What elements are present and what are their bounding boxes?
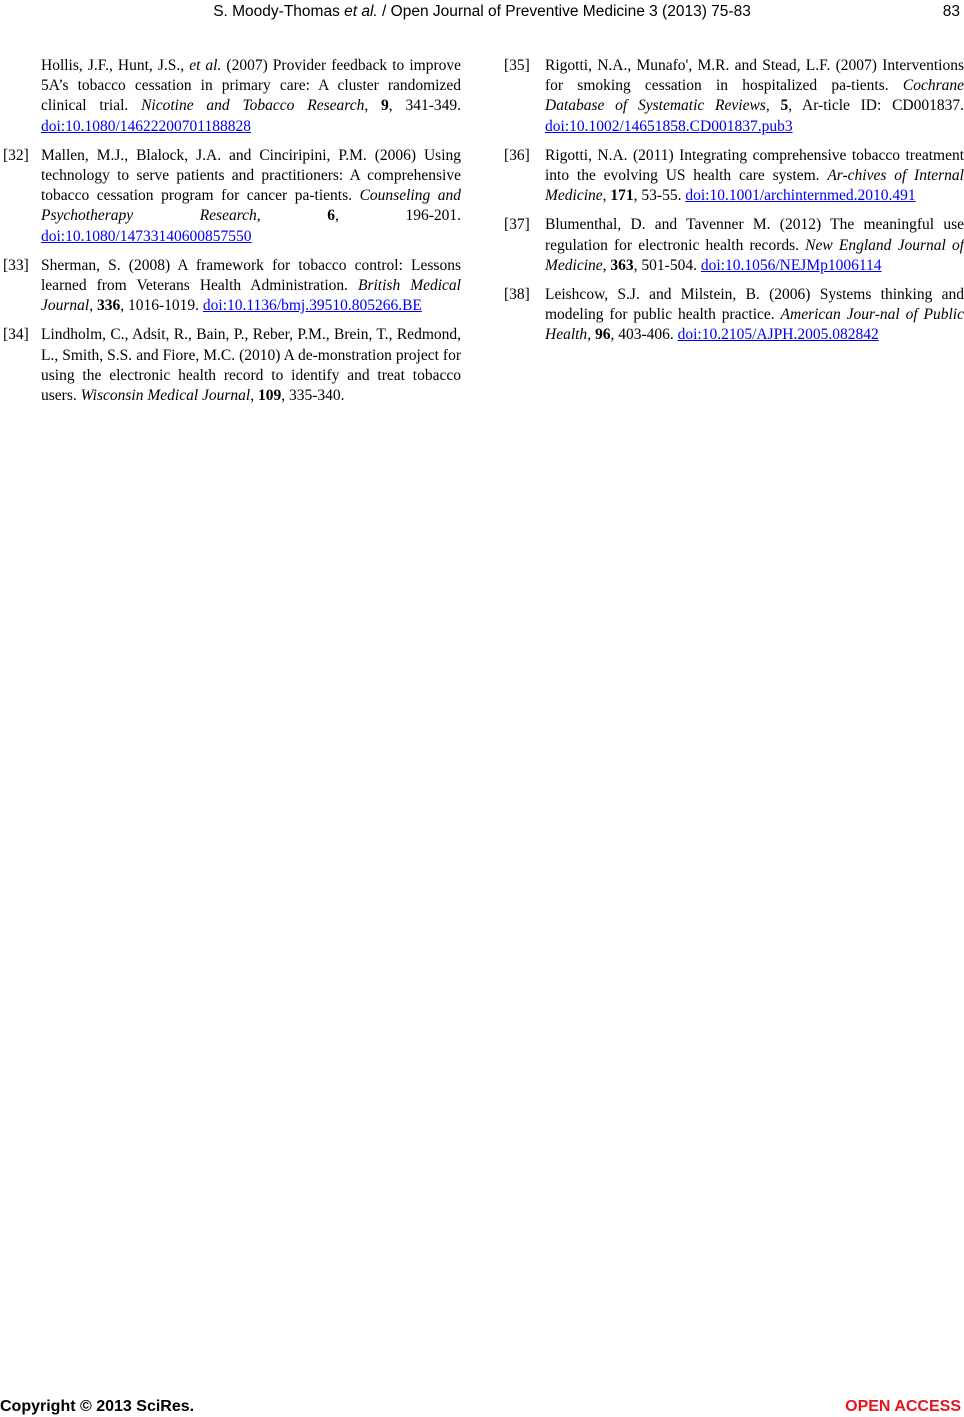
reference-number: [32] — [3, 146, 29, 164]
reference-journal: Wisconsin Medical Journal — [80, 387, 251, 405]
reference-pages: , 53-55. — [633, 187, 686, 205]
reference-column-right — [504, 56, 964, 355]
reference-volume: 9 — [381, 97, 389, 115]
reference-number: [33] — [3, 256, 29, 274]
reference-pages: , Ar-ticle ID: CD001837. — [788, 97, 964, 115]
reference-pages: , 335-340. — [281, 387, 345, 405]
reference-journal: British Medical Journal — [41, 277, 461, 315]
header-journal-line: / Open Journal of Preventive Medicine 3 (2013) 75-83 — [377, 3, 751, 20]
reference-title: (2012) The meaningful use regulation for electronic health records. — [545, 216, 964, 254]
reference-authors: Blumenthal, D. and Tavenner M. — [545, 216, 771, 234]
reference-number: [36] — [504, 146, 530, 164]
doi-link[interactable]: doi:10.1136/bmj.39510.805266.BE — [202, 297, 422, 315]
reference-journal: New England Journal of Medicine — [545, 236, 964, 274]
reference-title: (2006) Systems thinking and modeling for public health practice. — [545, 286, 964, 324]
doi-link[interactable]: doi:10.1080/14733140600857550 — [41, 227, 252, 245]
reference-volume: 96 — [594, 326, 611, 344]
reference-separator: , — [602, 187, 611, 205]
reference-item — [504, 146, 964, 207]
reference-journal: Ar-chives of Internal Medicine — [545, 167, 964, 205]
reference-title: (2011) Integrating comprehensive tobacco treatment into the evolving US health care system. — [545, 146, 964, 185]
reference-authors: Rigotti, N.A. — [545, 146, 628, 164]
reference-volume: 109 — [257, 387, 282, 405]
reference-pages: , 501-504. — [633, 256, 701, 274]
header-authors: S. Moody-Thomas — [213, 3, 345, 20]
doi-link[interactable]: doi:10.2105/AJPH.2005.082842 — [677, 326, 879, 344]
reference-pages: , 196-201. — [335, 207, 462, 225]
reference-number: [35] — [504, 57, 530, 74]
reference-column-left — [3, 56, 461, 415]
reference-authors: Sherman, S. — [41, 256, 121, 274]
reference-item — [3, 256, 461, 317]
reference-volume: 336 — [96, 297, 121, 315]
doi-link[interactable]: doi:10.1002/14651858.CD001837.pub3 — [545, 117, 793, 135]
reference-item — [3, 325, 461, 406]
doi-link[interactable]: doi:10.1056/NEJMp1006114 — [700, 256, 882, 274]
reference-authors: Leishcow, S.J. and Milstein, B. — [545, 286, 760, 304]
reference-journal: Cochrane Database of Systematic Reviews — [545, 77, 964, 115]
reference-pages: , 1016-1019. — [120, 297, 203, 315]
reference-separator: , — [89, 297, 97, 315]
reference-item — [504, 56, 964, 137]
reference-authors: Hollis, J.F., Hunt, J.S., — [41, 57, 190, 74]
reference-et-al: et al. — [189, 57, 222, 74]
reference-volume: 6 — [327, 207, 336, 225]
doi-link[interactable]: doi:10.1080/14622200701188828 — [41, 117, 251, 135]
reference-authors: Mallen, M.J., Blalock, J.A. and Cinciripini, P.M. — [41, 146, 367, 164]
reference-title: (2008) A framework for tobacco control: Lessons learned from Veterans Health Administration. — [41, 256, 461, 295]
doi-link[interactable]: doi:10.1001/archinternmed.2010.491 — [685, 187, 916, 205]
reference-number: [34] — [3, 326, 29, 344]
reference-journal: Nicotine and Tobacco Research — [141, 97, 365, 115]
reference-item — [504, 285, 964, 346]
reference-number: [37] — [504, 216, 530, 234]
header-et-al: et al. — [344, 3, 378, 20]
reference-volume: 363 — [610, 256, 634, 274]
reference-separator: , — [587, 326, 595, 344]
reference-item — [504, 215, 964, 276]
reference-journal: Counseling and Psychotherapy Research — [41, 187, 461, 225]
reference-title: (2007) Provider feedback to improve 5A’s tobacco cessation in primary care: A cluster randomized clinical trial. — [41, 57, 461, 115]
reference-pages: , 341-349. — [388, 97, 462, 115]
reference-pages: , 403-406. — [610, 326, 678, 344]
page-number: 83 — [942, 3, 960, 20]
reference-separator: , — [364, 97, 382, 115]
reference-title: (2006) Using technology to serve patients and practitioners: A comprehensive tobacco cessation program for cancer pa-tients. — [41, 146, 461, 205]
reference-title: (2007) Interventions for smoking cessation in hospitalized pa-tients. — [545, 57, 964, 95]
reference-separator: , — [765, 97, 781, 115]
reference-authors: Lindholm, C., Adsit, R., Bain, P., Reber, P.M., Brein, T., Redmond, L., Smith, S.S. and Fiore, M.C. — [41, 326, 461, 364]
running-header — [0, 3, 964, 21]
copyright-notice: Copyright © 2013 SciRes. — [0, 1398, 195, 1415]
reference-authors: Rigotti, N.A., Munafo', M.R. and Stead, L.F. — [545, 57, 831, 74]
reference-volume: 171 — [610, 187, 634, 205]
open-access-label: OPEN ACCESS — [845, 1398, 961, 1415]
reference-title: (2010) A de-monstration project for using the electronic health record to identify and treat tobacco users. — [41, 346, 461, 405]
reference-separator: , — [250, 387, 258, 405]
reference-separator: , — [256, 207, 328, 225]
reference-separator: , — [602, 256, 611, 274]
reference-item — [3, 146, 461, 247]
reference-volume: 5 — [780, 97, 789, 115]
reference-journal: American Jour-nal of Public Health — [545, 306, 964, 344]
reference-number: [38] — [504, 286, 530, 304]
reference-item — [3, 56, 461, 137]
